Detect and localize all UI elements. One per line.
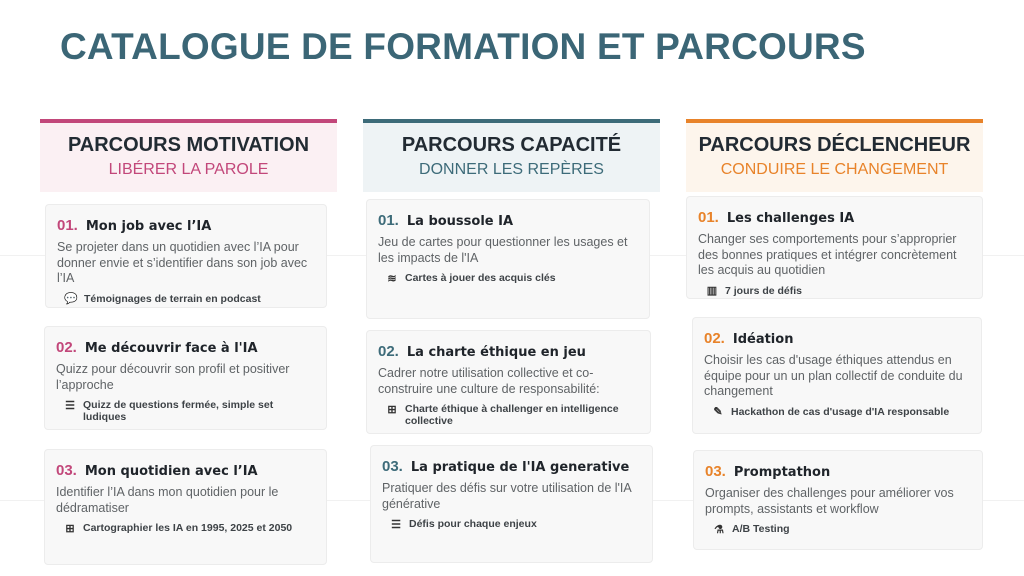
module-description: Organiser des challenges pour améliorer vos prompts, assistants et workflow	[705, 486, 954, 516]
module-card[interactable]	[686, 196, 983, 299]
checklist-icon: ☰	[65, 399, 75, 412]
module-title: Les challenges IA	[726, 211, 855, 226]
module-format: Témoignages de terrain en podcast	[84, 292, 261, 305]
speech-bubble-icon: 💬	[64, 293, 78, 305]
module-card[interactable]	[692, 317, 982, 434]
module-title: Mon job avec l’IA	[85, 219, 212, 234]
column-subheading: DONNER LES REPÈRES	[419, 161, 604, 178]
module-card[interactable]	[370, 445, 653, 563]
module-number: 02.	[56, 339, 77, 356]
flask-icon: ⚗	[714, 523, 724, 536]
module-description: Pratiquer des défis sur votre utilisation de l'IA générative	[382, 481, 632, 511]
column-header	[363, 119, 660, 192]
pen-icon: ✎	[713, 406, 723, 418]
module-title: Mon quotidien avec l’IA	[84, 464, 258, 479]
module-number: 01.	[57, 217, 78, 234]
accent-bar	[40, 119, 337, 123]
module-format: Défis pour chaque enjeux	[409, 518, 537, 530]
column-heading: PARCOURS CAPACITÉ	[401, 134, 622, 156]
column-subheading: LIBÉRER LA PAROLE	[108, 161, 269, 178]
module-title: La boussole IA	[406, 214, 514, 229]
module-card[interactable]	[366, 330, 651, 434]
module-description: Choisir les cas d'usage éthiques attendus en équipe pour un un plan collectif de conduite du changement	[704, 353, 963, 398]
layers-icon: ≋	[387, 272, 397, 285]
module-card[interactable]	[44, 326, 327, 430]
accent-bar	[363, 119, 660, 123]
module-number: 02.	[704, 330, 725, 347]
module-card[interactable]	[366, 199, 650, 319]
module-description: Se projeter dans un quotidien avec l’IA pour donner envie et s’identifier dans son job avec l’IA	[57, 240, 308, 285]
column-heading: PARCOURS DÉCLENCHEUR	[698, 134, 971, 156]
page-title: CATALOGUE DE FORMATION ET PARCOURS	[60, 26, 866, 67]
module-title: La charte éthique en jeu	[406, 345, 586, 360]
module-card[interactable]	[45, 204, 327, 308]
module-description: Quizz pour découvrir son profil et positiver l’approche	[56, 362, 290, 392]
column-header	[686, 119, 983, 192]
module-title: Idéation	[732, 332, 794, 347]
module-description: Identifier l’IA dans mon quotidien pour le dédramatiser	[56, 485, 279, 515]
module-card[interactable]	[44, 449, 327, 565]
checklist-icon: ☰	[391, 518, 401, 531]
book-icon: ▥	[706, 285, 718, 297]
module-format: A/B Testing	[732, 523, 790, 535]
module-description: Cadrer notre utilisation collective et co-construire une culture de responsabilité:	[378, 366, 600, 396]
grid-icon: ⊞	[387, 403, 397, 416]
module-format: Cartographier les IA en 1995, 2025 et 2050	[83, 522, 293, 534]
module-format: Quizz de questions fermée, simple set ludiques	[83, 399, 274, 423]
module-title: Promptathon	[733, 465, 831, 480]
column-subheading: CONDUIRE LE CHANGEMENT	[720, 161, 949, 178]
column-header	[40, 119, 337, 192]
module-title: Me découvrir face à l'IA	[84, 341, 258, 356]
module-number: 02.	[378, 343, 399, 360]
module-number: 03.	[56, 462, 77, 479]
module-number: 03.	[705, 463, 726, 480]
module-description: Jeu de cartes pour questionner les usages et les impacts de l'IA	[378, 235, 628, 265]
module-card[interactable]	[693, 450, 983, 550]
module-format: Charte éthique à challenger en intelligence collective	[405, 403, 619, 427]
module-format: Hackathon de cas d'usage d'IA responsable	[731, 405, 950, 418]
accent-bar	[686, 119, 983, 123]
module-description: Changer ses comportements pour s’approprier des bonnes pratiques et intégrer concrètement les acquis au quotidien	[698, 232, 957, 277]
module-title: La pratique de l'IA generative	[410, 460, 630, 475]
column-heading: PARCOURS MOTIVATION	[67, 134, 310, 156]
grid-icon: ⊞	[65, 522, 75, 535]
module-format: 7 jours de défis	[725, 284, 803, 297]
module-format: Cartes à jouer des acquis clés	[405, 272, 556, 284]
module-number: 03.	[382, 458, 403, 475]
module-number: 01.	[378, 212, 399, 229]
module-number: 01.	[698, 209, 719, 226]
